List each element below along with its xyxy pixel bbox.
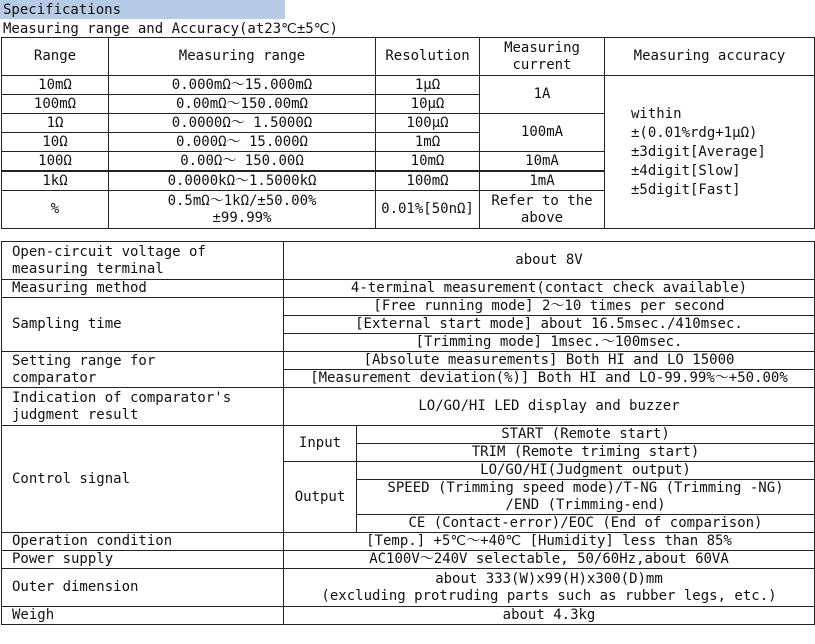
accuracy-line: ±(0.01%rdg+1μΩ) (631, 124, 758, 141)
spec-label: Measuring method (2, 280, 284, 298)
resolution-cell: 10μΩ (376, 95, 480, 114)
section-subtitle: Measuring range and Accuracy(at23℃±5℃) (3, 21, 338, 37)
resolution-cell: 1mΩ (376, 133, 480, 152)
specification-table (1, 241, 815, 625)
spec-value-line: about 333(W)x99(H)x300(D)mm (435, 570, 663, 587)
spec-row-operation (2, 533, 815, 551)
current-line: Refer to the (491, 192, 593, 209)
output-label: Output (284, 462, 357, 533)
measuring-range-table (1, 37, 815, 229)
table-header-row (2, 38, 815, 76)
measuring-range-cell: 0.0000Ω～ 1.5000Ω (109, 114, 376, 133)
table-row (2, 76, 815, 95)
header-resolution: Resolution (376, 38, 480, 76)
measuring-range-line: ±99.99% (212, 209, 272, 226)
resolution-cell: 10mΩ (376, 152, 480, 172)
spec-value: [Trimming mode] 1msec.～100msec. (284, 334, 815, 352)
spec-row-measuring-method (2, 280, 815, 298)
spec-value: AC100V～240V selectable, 50/60Hz,about 60VA (284, 551, 815, 569)
resolution-cell: 1μΩ (376, 76, 480, 95)
spec-value-line: (excluding protruding parts such as rubber legs, etc.) (321, 587, 777, 604)
accuracy-line: ±3digit[Average] (631, 143, 766, 160)
spec-row-judgment (2, 388, 815, 426)
spec-value: [Absolute measurements] Both HI and LO 15000 (284, 352, 815, 370)
spec-value: TRIM (Remote triming start) (357, 444, 815, 462)
section-heading: Specifications (0, 0, 285, 19)
accuracy-line: ±5digit[Fast] (631, 181, 741, 198)
spec-label: Operation condition (2, 533, 284, 551)
current-line: above (520, 209, 564, 226)
spec-row-comparator-range (2, 352, 815, 370)
range-cell: 100mΩ (2, 95, 109, 114)
range-cell: % (2, 191, 109, 229)
spec-label (2, 388, 284, 426)
spec-label: Control signal (2, 426, 284, 533)
spec-value: 4-terminal measurement(contact check available) (284, 280, 815, 298)
range-cell: 10Ω (2, 133, 109, 152)
accuracy-line: within (631, 105, 682, 122)
resolution-cell: 100μΩ (376, 114, 480, 133)
spec-value: [Free running mode] 2～10 times per second (284, 298, 815, 316)
spec-label: Power supply (2, 551, 284, 569)
range-cell: 100Ω (2, 152, 109, 172)
spec-label-line: judgment result (12, 406, 139, 423)
measuring-range-cell: 0.00mΩ～150.00mΩ (109, 95, 376, 114)
spec-value: [Temp.] +5℃～+40℃ [Humidity] less than 85% (284, 533, 815, 551)
current-cell: 1A (480, 76, 605, 114)
accuracy-line: ±4digit[Slow] (631, 162, 741, 179)
spec-value: about 8V (284, 242, 815, 280)
range-cell: 10mΩ (2, 76, 109, 95)
spec-value: [External start mode] about 16.5msec./410msec. (284, 316, 815, 334)
spec-row-control-signal (2, 426, 815, 444)
spec-value: about 4.3kg (284, 607, 815, 625)
spec-value-line: SPEED (Trimming speed mode)/T-NG (Trimming -NG) (387, 480, 784, 496)
spec-row-sampling-time (2, 298, 815, 316)
header-measuring-range: Measuring range (109, 38, 376, 76)
measuring-range-cell: 0.00Ω～ 150.00Ω (109, 152, 376, 172)
resolution-cell: 100mΩ (376, 171, 480, 191)
spec-label-line: comparator (12, 369, 97, 386)
spec-label-line: Open-circuit voltage of (12, 243, 206, 260)
current-cell (480, 191, 605, 229)
spec-label: Outer dimension (2, 569, 284, 607)
current-cell: 100mA (480, 114, 605, 152)
resolution-cell: 0.01%[50nΩ] (376, 191, 480, 229)
range-cell: 1kΩ (2, 171, 109, 191)
spec-row-outer-dimension (2, 569, 815, 607)
spec-row-open-circuit (2, 242, 815, 280)
input-label: Input (284, 426, 357, 462)
spec-label (2, 242, 284, 280)
spec-label-line: Setting range for (12, 352, 156, 369)
spec-value: CE (Contact-error)/EOC (End of comparison) (357, 515, 815, 533)
measuring-range-cell: 0.000Ω～ 15.000Ω (109, 133, 376, 152)
spec-row-weigh (2, 607, 815, 625)
accuracy-cell (605, 76, 815, 229)
spec-row-power (2, 551, 815, 569)
spec-value (357, 480, 815, 515)
header-measuring-current: Measuring current (480, 38, 605, 76)
spec-label: Weigh (2, 607, 284, 625)
spec-label: Sampling time (2, 298, 284, 352)
spec-value: LO/GO/HI(Judgment output) (357, 462, 815, 480)
spec-value: START (Remote start) (357, 426, 815, 444)
measuring-range-cell (109, 191, 376, 229)
spec-value: LO/GO/HI LED display and buzzer (284, 388, 815, 426)
measuring-range-line: 0.5mΩ～1kΩ/±50.00% (167, 192, 317, 209)
spec-value (284, 569, 815, 607)
range-cell: 1Ω (2, 114, 109, 133)
header-measuring-accuracy: Measuring accuracy (605, 38, 815, 76)
measuring-range-cell: 0.000mΩ～15.000mΩ (109, 76, 376, 95)
spec-value: [Measurement deviation(%)] Both HI and LO-99.99%～+50.00% (284, 370, 815, 388)
spec-value-line: /END (Trimming-end) (505, 497, 666, 513)
measuring-range-cell: 0.0000kΩ～1.5000kΩ (109, 171, 376, 191)
spec-label (2, 352, 284, 388)
spec-label-line: measuring terminal (12, 260, 164, 277)
current-cell: 10mA (480, 152, 605, 172)
spec-label-line: Indication of comparator's (12, 389, 232, 406)
header-range: Range (2, 38, 109, 76)
current-cell: 1mA (480, 171, 605, 191)
